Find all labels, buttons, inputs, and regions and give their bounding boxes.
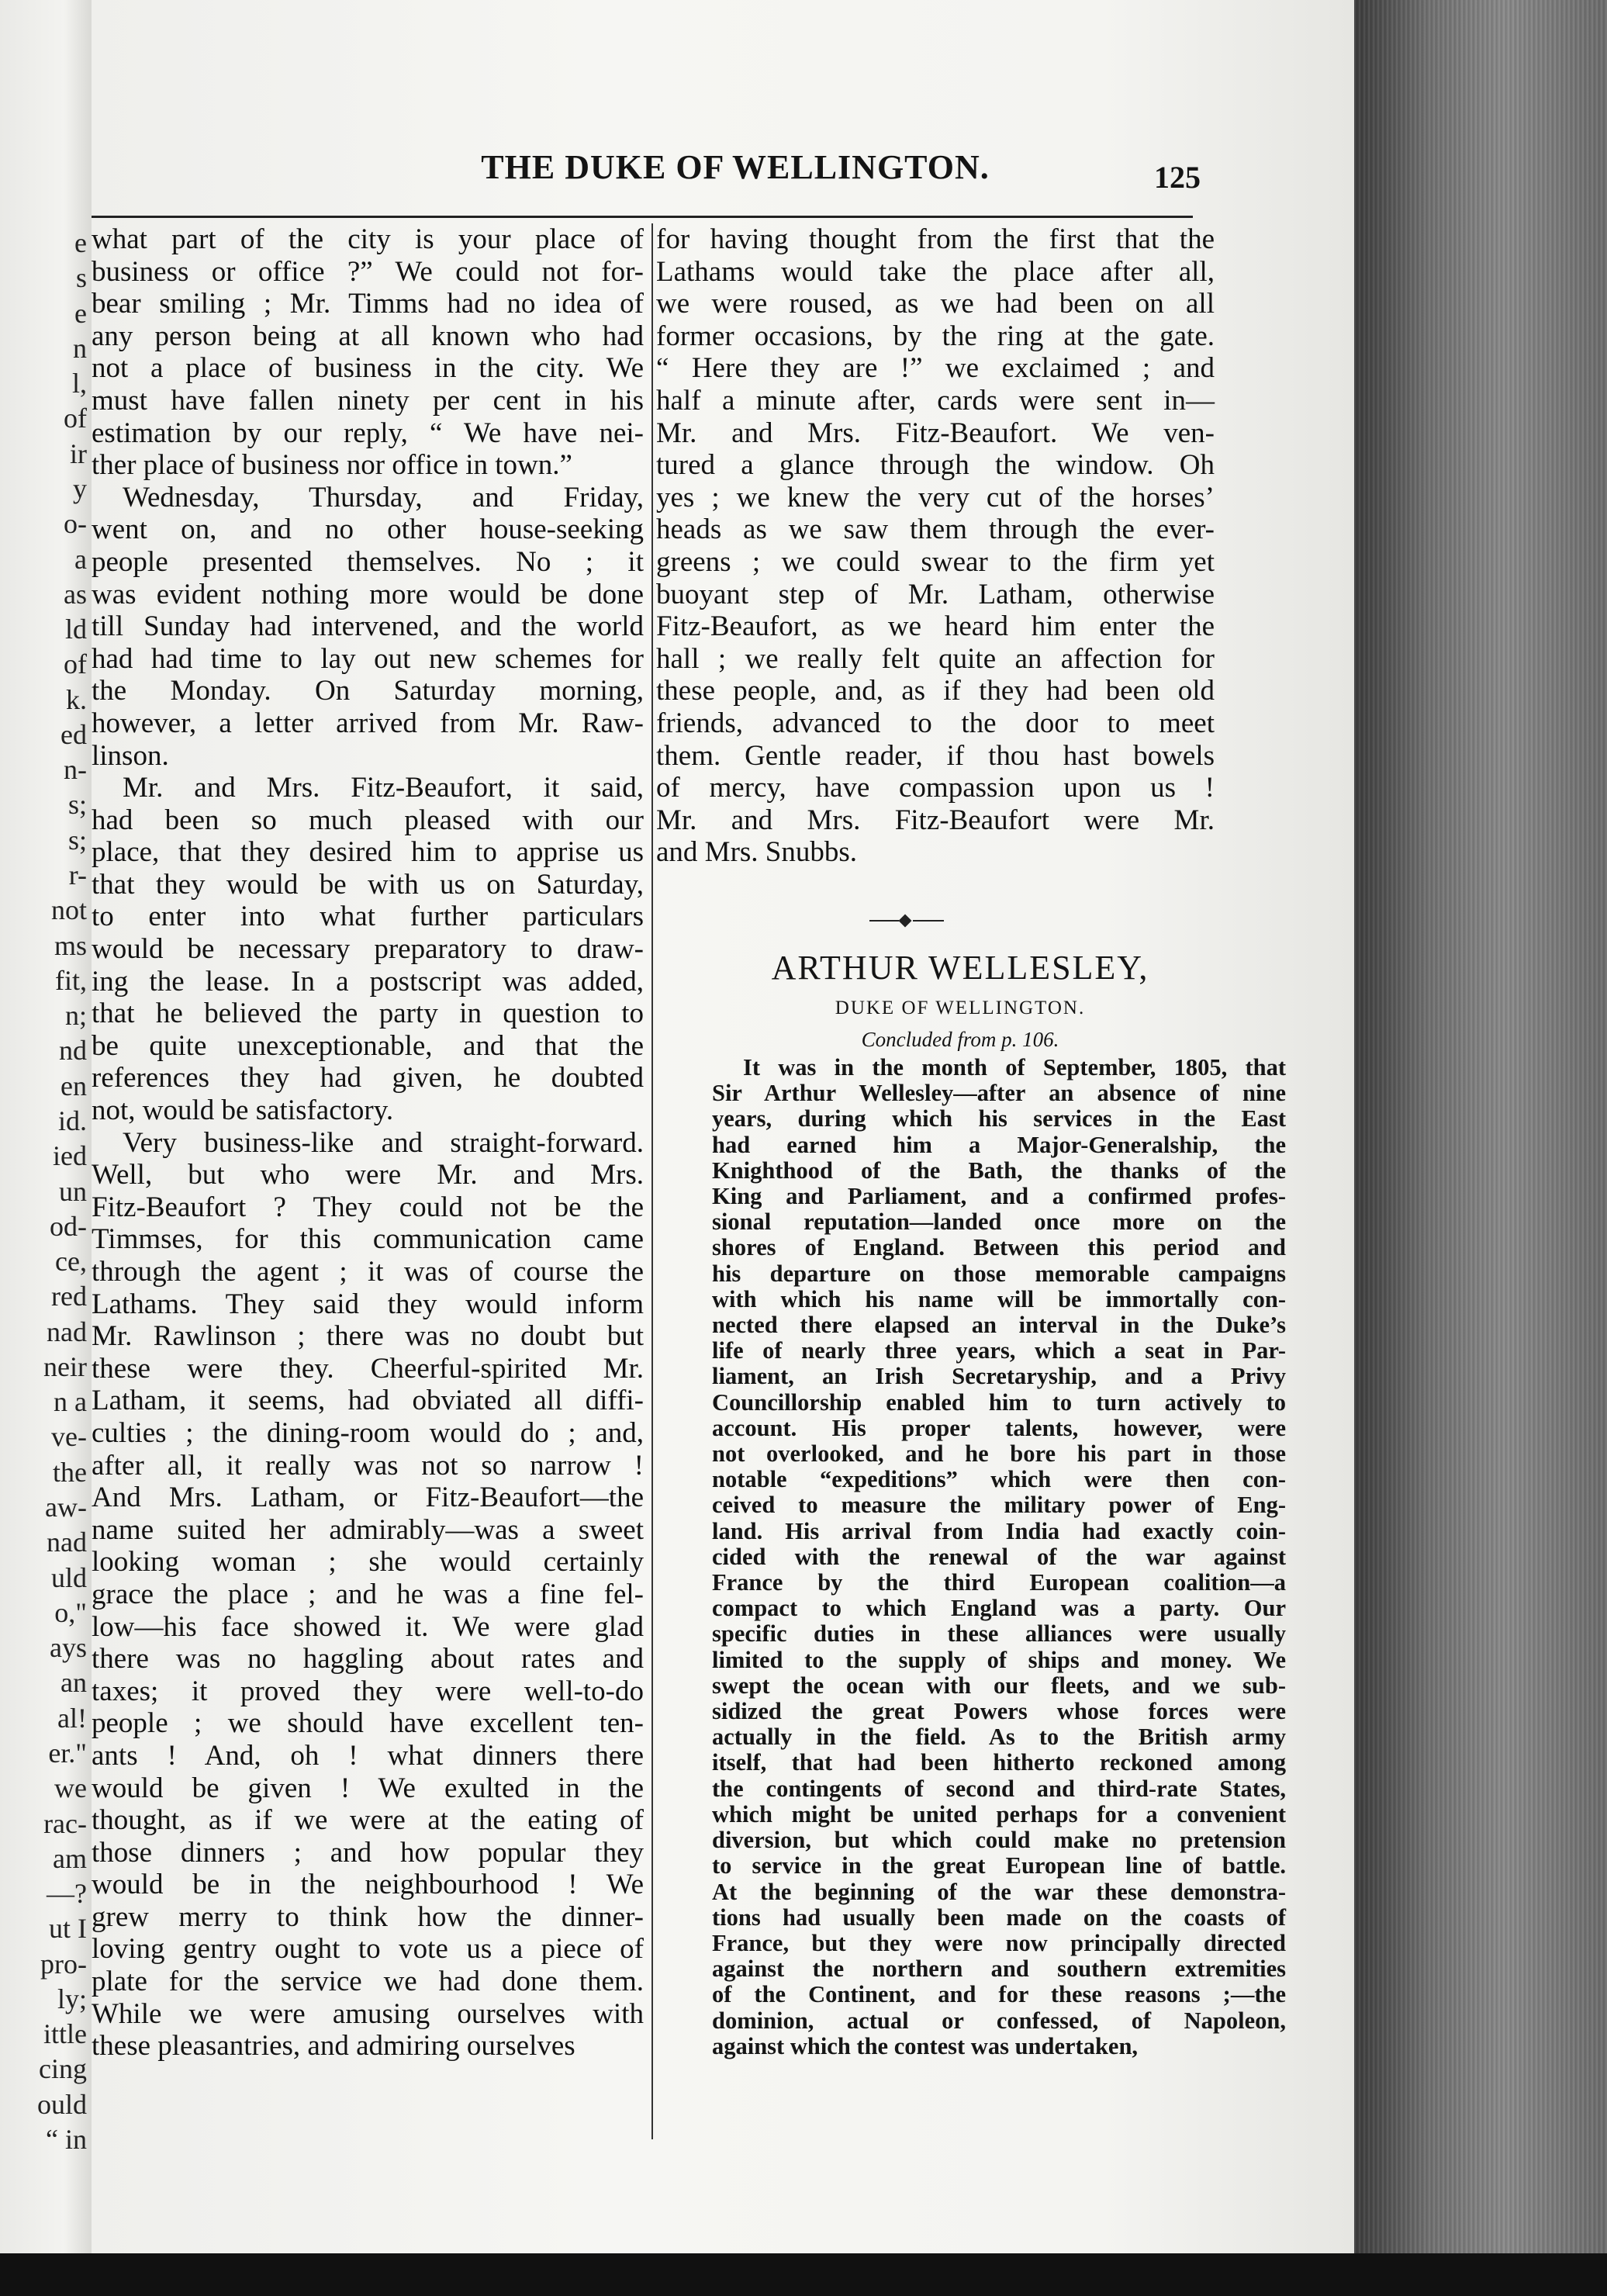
- text-line: greens ; we could swear to the firm yet: [656, 545, 1215, 578]
- text-line: that they would be with us on Saturday,: [92, 868, 644, 901]
- right-text-column: [656, 223, 1215, 869]
- margin-fragment: am: [53, 1842, 87, 1874]
- article-line: not overlooked, and he bore his part in those: [712, 1440, 1286, 1468]
- margin-fragment: as: [64, 578, 87, 610]
- margin-fragment: of: [64, 648, 87, 680]
- margin-fragment: n: [73, 332, 87, 364]
- article-line: had earned him a Major-Generalship, the: [712, 1131, 1286, 1158]
- text-line: any person being at all known who had: [92, 320, 644, 352]
- article-line: against which the contest was undertaken,: [712, 2032, 1139, 2059]
- text-line: after all, it really was not so narrow !: [92, 1449, 644, 1482]
- text-line: them. Gentle reader, if thou hast bowels: [656, 739, 1215, 772]
- article-line: King and Parliament, and a confirmed profes-: [712, 1183, 1286, 1210]
- text-line: loving gentry ought to vote us a piece of: [92, 1933, 644, 1966]
- text-line: estimation by our reply, “ We have nei-: [92, 417, 644, 449]
- margin-fragment: e: [74, 227, 87, 258]
- margin-fragment: ir: [70, 437, 87, 469]
- margin-fragment: o,": [54, 1596, 87, 1628]
- article-line: diversion, but which could make no pretension: [712, 1827, 1286, 1854]
- text-line: grew merry to think how the dinner-: [92, 1900, 644, 1933]
- article-line: ceived to measure the military power of Eng-: [712, 1492, 1286, 1519]
- text-line: what part of the city is your place of: [92, 223, 644, 255]
- text-line: hall ; we really felt quite an affection for: [656, 642, 1215, 675]
- margin-fragment: an: [60, 1667, 87, 1699]
- article-line: tions had usually been made on the coasts of: [712, 1904, 1286, 1931]
- margin-fragment: r-: [68, 859, 87, 890]
- margin-fragment: e: [74, 297, 87, 329]
- margin-fragment: ays: [50, 1632, 87, 1664]
- text-line: for having thought from the first that the: [656, 223, 1215, 255]
- article-line: against the northern and southern extremities: [712, 1955, 1286, 1983]
- margin-fragment: red: [51, 1281, 87, 1312]
- margin-fragment: l,: [71, 368, 87, 399]
- text-line: of mercy, have compassion upon us !: [656, 772, 1215, 804]
- text-line: ing the lease. In a postscript was added,: [92, 965, 644, 998]
- article-line: shores of England. Between this period and: [712, 1234, 1286, 1261]
- text-line: ther place of business nor office in town.”: [92, 449, 572, 482]
- article-line: It was in the month of September, 1805, that: [743, 1054, 1286, 1081]
- previous-page-margin: [0, 0, 92, 2296]
- text-line: those dinners ; and how popular they: [92, 1836, 644, 1869]
- article-line: his departure on those memorable campaigns: [712, 1260, 1286, 1287]
- article-line: notable “expeditions” which were then con-: [712, 1466, 1286, 1493]
- text-line: Timmses, for this communication came: [92, 1223, 644, 1256]
- text-line: business or office ?” We could not for-: [92, 255, 644, 288]
- article-line: specific duties in these alliances were usually: [712, 1620, 1286, 1648]
- article-line: At the beginning of the war these demonstra-: [712, 1878, 1286, 1905]
- text-line: heads as we saw them through the ever-: [656, 513, 1215, 546]
- text-line: was evident nothing more would be done: [92, 578, 644, 610]
- article-line: nected there elapsed an interval in the Duke’s: [712, 1312, 1286, 1339]
- text-line: place, that they desired him to apprise us: [92, 836, 644, 869]
- article-line: dominion, actual or confessed, of Napoleon,: [712, 2007, 1286, 2034]
- margin-fragment: ittle: [43, 2018, 87, 2050]
- article-line: itself, that had been hitherto reckoned among: [712, 1749, 1286, 1776]
- text-line: And Mrs. Latham, or Fitz-Beaufort—the: [92, 1482, 644, 1514]
- running-header-title: THE DUKE OF WELLINGTON.: [481, 148, 990, 186]
- text-line: Wednesday, Thursday, and Friday,: [123, 481, 644, 513]
- margin-fragment: ied: [53, 1140, 87, 1172]
- margin-fragment: s: [75, 262, 87, 294]
- article-line: Sir Arthur Wellesley—after an absence of nine: [712, 1080, 1286, 1107]
- margin-fragment: neir: [43, 1350, 87, 1382]
- margin-fragment: ve-: [51, 1421, 87, 1453]
- text-line: these pleasantries, and admiring ourselves: [92, 2030, 575, 2063]
- article-body: [712, 1055, 1286, 2059]
- article-line: account. His proper talents, however, were: [712, 1414, 1286, 1441]
- text-line: Very business-like and straight-forward.: [123, 1126, 644, 1159]
- article-line: years, during which his services in the East: [712, 1105, 1286, 1132]
- text-line: had had time to lay out new schemes for: [92, 642, 644, 675]
- margin-fragment: nad: [47, 1316, 87, 1347]
- margin-fragment: ld: [64, 614, 87, 645]
- margin-fragment: k.: [66, 683, 87, 715]
- column-divider: [651, 223, 653, 2139]
- text-line: would be in the neighbourhood ! We: [92, 1869, 644, 1901]
- text-line: that he believed the party in question to: [92, 998, 644, 1030]
- text-line: ants ! And, oh ! what dinners there: [92, 1739, 644, 1772]
- text-line: name suited her admirably—was a sweet: [92, 1513, 644, 1546]
- article-line: land. His arrival from India had exactly coin-: [712, 1517, 1286, 1544]
- article-line: France by the third European coalition—a: [712, 1569, 1286, 1596]
- margin-fragment: id.: [57, 1105, 87, 1136]
- section-title: ARTHUR WELLESLEY,: [771, 949, 1149, 987]
- margin-fragment: uld: [50, 1561, 87, 1593]
- text-line: Mr. and Mrs. Fitz-Beaufort. We ven-: [656, 417, 1215, 449]
- margin-fragment: s;: [67, 789, 87, 821]
- text-line: Lathams would take the place after all,: [656, 255, 1215, 288]
- text-line: Latham, it seems, had obviated all diffi-: [92, 1385, 644, 1417]
- margin-fragment: of: [64, 403, 87, 434]
- left-text-column: [92, 223, 644, 2063]
- text-line: bear smiling ; Mr. Timms had no idea of: [92, 288, 644, 320]
- text-line: would be necessary preparatory to draw-: [92, 933, 644, 966]
- text-line: buoyant step of Mr. Latham, otherwise: [656, 578, 1215, 610]
- margin-fragment: the: [53, 1456, 87, 1488]
- article-line: of the Continent, and for these reasons ;—the: [712, 1981, 1286, 2008]
- text-line: people ; we should have excellent ten-: [92, 1707, 644, 1740]
- margin-fragment: ed: [60, 718, 87, 750]
- text-line: be quite unexceptionable, and that the: [92, 1029, 644, 1062]
- article-line: which might be united perhaps for a convenient: [712, 1800, 1286, 1827]
- text-line: references they had given, he doubted: [92, 1062, 644, 1094]
- page-125: [92, 0, 1354, 2296]
- text-line: would be given ! We exulted in the: [92, 1772, 644, 1804]
- margin-fragment: ut I: [49, 1913, 87, 1945]
- text-line: Mr. Rawlinson ; there was no doubt but: [92, 1320, 644, 1353]
- margin-fragment: un: [59, 1175, 87, 1207]
- text-line: taxes; it proved they were well-to-do: [92, 1675, 644, 1707]
- article-line: with which his name will be immortally con-: [712, 1285, 1286, 1312]
- text-line: the Monday. On Saturday morning,: [92, 675, 644, 707]
- text-line: these were they. Cheerful-spirited Mr.: [92, 1352, 644, 1385]
- margin-fragment: not: [50, 894, 87, 926]
- text-line: thought, as if we were at the eating of: [92, 1804, 644, 1837]
- text-line: and Mrs. Snubbs.: [656, 836, 858, 869]
- article-line: France, but they were now principally directed: [712, 1929, 1286, 1956]
- article-line: sidized the great Powers whose forces were: [712, 1698, 1286, 1725]
- page-number: 125: [1154, 160, 1201, 195]
- text-line: yes ; we knew the very cut of the horses’: [656, 481, 1215, 513]
- margin-fragment: er.": [48, 1737, 87, 1769]
- margin-fragment: ms: [54, 929, 87, 961]
- article-line: Knighthood of the Bath, the thanks of the: [712, 1157, 1286, 1184]
- margin-fragment: ce,: [55, 1246, 87, 1278]
- text-line: looking woman ; she would certainly: [92, 1546, 644, 1578]
- text-line: linson.: [92, 739, 169, 772]
- margin-fragment: o-: [64, 508, 87, 540]
- header-rule: [92, 216, 1193, 218]
- text-line: we were roused, as we had been on all: [656, 288, 1215, 320]
- margin-fragment: a: [74, 543, 87, 575]
- text-line: Mr. and Mrs. Fitz-Beaufort were Mr.: [656, 804, 1215, 836]
- margin-fragment: ly;: [57, 1983, 87, 2014]
- article-line: compact to which England was a party. Our: [712, 1595, 1286, 1622]
- book-edge: [1354, 0, 1607, 2296]
- text-line: had been so much pleased with our: [92, 804, 644, 836]
- article-line: swept the ocean with our fleets, and we sub-: [712, 1672, 1286, 1699]
- article-line: sional reputation—landed once more on the: [712, 1209, 1286, 1236]
- text-line: must have fallen ninety per cent in his: [92, 384, 644, 417]
- text-line: to enter into what further particulars: [92, 901, 644, 933]
- text-line: through the agent ; it was of course the: [92, 1256, 644, 1288]
- article-line: actually in the field. As to the British army: [712, 1724, 1286, 1751]
- scan-border: [0, 2253, 1607, 2296]
- margin-fragment: od-: [50, 1210, 87, 1242]
- article-line: Councillorship enabled him to turn actively to: [712, 1388, 1286, 1416]
- text-line: these people, and, as if they had been old: [656, 675, 1215, 707]
- text-line: Mr. and Mrs. Fitz-Beaufort, it said,: [123, 772, 644, 804]
- article-line: life of nearly three years, which a seat in Par-: [712, 1337, 1286, 1364]
- margin-fragment: al!: [57, 1702, 87, 1734]
- text-line: plate for the service we had done them.: [92, 1966, 644, 1998]
- margin-fragment: n;: [64, 1000, 87, 1032]
- margin-fragment: en: [60, 1070, 87, 1101]
- text-line: not a place of business in the city. We: [92, 352, 644, 385]
- text-line: Fitz-Beaufort, as we heard him enter the: [656, 610, 1215, 643]
- margin-fragment: fit,: [55, 964, 87, 996]
- text-line: “ Here they are !” we exclaimed ; and: [656, 352, 1215, 385]
- text-line: former occasions, by the ring at the gate.: [656, 320, 1215, 352]
- margin-fragment: pro-: [40, 1948, 87, 1980]
- margin-fragment: rac-: [43, 1807, 87, 1839]
- section-ornament: [869, 915, 944, 926]
- margin-fragment: —?: [47, 1878, 87, 1910]
- text-line: not, would be satisfactory.: [92, 1094, 394, 1127]
- text-line: went on, and no other house-seeking: [92, 513, 644, 546]
- text-line: While we were amusing ourselves with: [92, 1997, 644, 2030]
- text-line: tured a glance through the window. Oh: [656, 449, 1215, 482]
- text-line: however, a letter arrived from Mr. Raw-: [92, 707, 644, 739]
- text-line: people presented themselves. No ; it: [92, 545, 644, 578]
- article-line: cided with the renewal of the war against: [712, 1543, 1286, 1570]
- text-line: there was no haggling about rates and: [92, 1643, 644, 1675]
- text-line: friends, advanced to the door to meet: [656, 707, 1215, 739]
- margin-fragment: aw-: [45, 1492, 87, 1523]
- margin-fragment: we: [54, 1772, 87, 1804]
- section-note: Concluded from p. 106.: [861, 1028, 1059, 1051]
- article-line: the contingents of second and third-rate States,: [712, 1775, 1286, 1802]
- margin-fragment: “ in: [46, 2124, 87, 2155]
- text-line: Well, but who were Mr. and Mrs.: [92, 1159, 644, 1191]
- text-line: Fitz-Beaufort ? They could not be the: [92, 1191, 644, 1223]
- text-line: low—his face showed it. We were glad: [92, 1610, 644, 1643]
- margin-fragment: nad: [47, 1527, 87, 1558]
- text-line: grace the place ; and he was a fine fel-: [92, 1578, 644, 1610]
- article-line: liament, an Irish Secretaryship, and a Privy: [712, 1363, 1286, 1390]
- text-line: till Sunday had intervened, and the world: [92, 610, 644, 643]
- margin-fragment: s;: [67, 824, 87, 856]
- article-line: limited to the supply of ships and money. We: [712, 1646, 1286, 1673]
- margin-fragment: y: [73, 472, 87, 504]
- margin-fragment: cing: [39, 2053, 87, 2085]
- section-subtitle: DUKE OF WELLINGTON.: [835, 998, 1086, 1018]
- margin-fragment: ould: [36, 2088, 87, 2120]
- margin-fragment: nd: [59, 1035, 87, 1067]
- text-line: Lathams. They said they would inform: [92, 1288, 644, 1320]
- text-line: half a minute after, cards were sent in—: [656, 384, 1215, 417]
- article-line: to service in the great European line of battle.: [712, 1852, 1286, 1879]
- margin-fragment: n a: [54, 1386, 87, 1418]
- text-line: culties ; the dining-room would do ; and,: [92, 1416, 644, 1449]
- margin-fragment: n-: [64, 754, 87, 786]
